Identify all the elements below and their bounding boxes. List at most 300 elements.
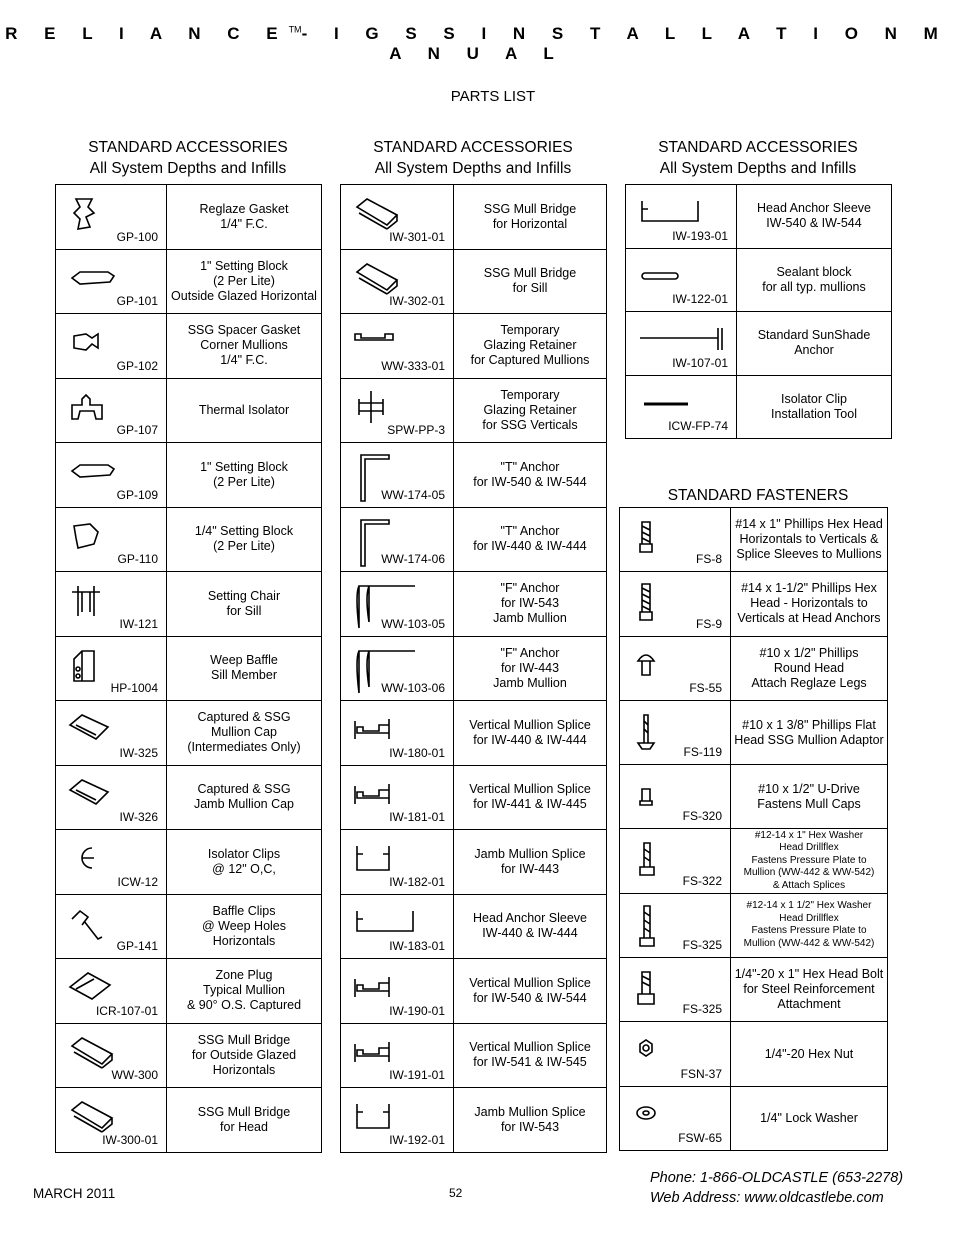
description-line: Attachment [777,997,841,1012]
part-number: WW-103-06 [381,681,445,695]
part-picture-cell [341,894,454,959]
description-line: (2 Per Lite) [213,539,275,554]
footer-web: Web Address: www.oldcastlebe.com [650,1190,884,1206]
part-picture-cell [56,894,167,959]
description-line: @ Weep Holes [201,918,287,933]
part-description [167,572,322,637]
part-number: FS-119 [683,745,722,760]
part-picture-cell [56,830,167,895]
description-line: 1/4" Lock Washer [760,1110,858,1125]
part-picture-cell [341,249,454,314]
part-picture-cell [341,765,454,830]
footer-date: MARCH 2011 [33,1186,116,1201]
table-row [341,507,607,572]
part-number: FS-8 [695,552,722,567]
part-number: FS-325 [682,938,722,953]
part-description [737,185,892,249]
description-line: for all typ. mullions [762,279,866,294]
page-number: 52 [449,1186,463,1200]
part-description [454,1023,607,1088]
description-line: IW-440 & IW-444 [482,926,578,941]
part-picture-cell [341,572,454,637]
description-line: Fastens Pressure Plate to [751,854,867,866]
description-line: (2 Per Lite) [213,474,275,489]
part-description [737,312,892,376]
table-row [620,958,888,1022]
part-number: HP-1004 [110,681,158,695]
part-description [454,185,607,250]
part-number: IW-121 [119,616,158,631]
table-row [620,1022,888,1086]
table-row [620,893,888,957]
part-number: IW-301-01 [389,229,445,244]
table-row [56,378,322,443]
part-description [167,830,322,895]
part-description [731,829,888,893]
title-rest: - I G S S I N S T A L L A T I O N M A N U A L [301,24,949,63]
title-brand: R E L I A N C E [5,24,289,43]
description-line: for Outside Glazed [191,1047,297,1062]
description-line: Isolator Clips [207,846,281,861]
description-line: Vertical Mullion Splice [469,717,591,732]
col3-heading-sub: All System Depths and Infills [659,160,857,177]
part-number: IW-190-01 [389,1003,445,1018]
part-number: IW-302-01 [389,294,445,308]
description-line: Glazing Retainer [483,402,577,417]
description-line: Head Anchor Sleeve [757,201,871,216]
description-line: #14 x 1-1/2" Phillips Hex [741,581,877,596]
table-row [620,829,888,893]
col1-heading-title: STANDARD ACCESSORIES [88,139,288,156]
part-description [167,1023,322,1088]
description-line: "F" Anchor [500,645,560,660]
description-line: Vertical Mullion Splice [469,975,591,990]
part-number: IW-193-01 [672,228,728,243]
part-number: FS-9 [695,616,722,631]
part-description [731,765,888,829]
description-line: Isolator Clip [781,391,847,406]
part-number: GP-110 [117,552,158,566]
table-row [341,185,607,250]
description-line: Standard SunShade [757,328,871,343]
part-number: IW-191-01 [389,1068,445,1082]
part-description [454,959,607,1024]
table-row [56,314,322,379]
footer-phone: Phone: 1-866-OLDCASTLE (653-2278) [650,1170,904,1186]
part-picture-cell [341,507,454,572]
table-row [620,700,888,764]
description-line: for IW-541 & IW-545 [473,1055,587,1070]
description-line: Jamb Mullion [493,611,567,626]
part-picture-cell [626,375,737,439]
part-description [167,1088,322,1153]
part-picture-cell [620,700,731,764]
part-number: IW-192-01 [389,1132,445,1147]
part-number: IW-300-01 [102,1132,158,1147]
table-row [56,1088,322,1153]
description-line: Temporary [500,387,560,402]
part-description [737,248,892,312]
col2-heading-sub: All System Depths and Infills [374,160,572,177]
col1-heading [55,137,321,179]
description-line: for IW-441 & IW-445 [473,797,587,812]
description-line: Reglaze Gasket [199,201,289,216]
part-description [731,572,888,636]
part-picture-cell [341,830,454,895]
description-line: Glazing Retainer [483,338,577,353]
description-line: Head - Horizontals to [750,596,868,611]
description-line: Weep Baffle [210,653,278,668]
part-description [167,701,322,766]
description-line: Captured & SSG [197,782,291,797]
part-description [454,572,607,637]
part-description [454,894,607,959]
table-row [620,765,888,829]
description-line: Jamb Mullion Splice [474,1104,586,1119]
part-number: IW-122-01 [672,292,728,306]
description-line: #10 x 1/2" Phillips [759,645,859,660]
part-picture-cell [56,1088,167,1153]
part-number: ICW-FP-74 [668,419,728,433]
part-number: IW-107-01 [672,355,728,370]
description-line: for Horizontal [492,216,568,231]
table-row [341,830,607,895]
part-description [167,314,322,379]
part-number: IW-180-01 [389,745,445,760]
part-picture-cell [56,1023,167,1088]
description-line: Round Head [773,660,845,675]
part-picture-cell [341,185,454,250]
description-line: Fastens Pressure Plate to [751,925,867,937]
description-line: Verticals at Head Anchors [737,611,881,626]
description-line: for IW-443 [500,660,560,675]
part-description [167,249,322,314]
description-line: IW-540 & IW-544 [766,216,862,231]
description-line: #10 x 1 3/8" Phillips Flat [742,717,876,732]
description-line: #12-14 x 1" Hex Washer [754,829,864,841]
part-description [454,765,607,830]
part-picture-cell [620,829,731,893]
description-line: "T" Anchor [500,524,560,539]
part-description [731,1022,888,1086]
part-number: GP-101 [116,294,158,308]
description-line: Sill Member [211,668,277,683]
part-number: GP-141 [116,939,158,953]
part-picture-cell [56,314,167,379]
col2-heading-title: STANDARD ACCESSORIES [373,139,573,156]
table-row [56,894,322,959]
part-description [167,378,322,443]
part-number: WW-333-01 [381,358,445,373]
trademark: TM [288,24,302,35]
description-line: Baffle Clips [212,903,276,918]
part-picture-cell [620,958,731,1022]
part-description [731,958,888,1022]
part-picture-cell [56,185,167,250]
description-line: Outside Glazed Horizontal [171,288,317,303]
part-picture-cell [620,508,731,572]
part-picture-cell [56,249,167,314]
description-line: Installation Tool [771,406,857,421]
part-description [167,185,322,250]
table-row [341,701,607,766]
part-description [454,830,607,895]
description-line: Mullion (WW-442 & WW-542) [743,867,875,879]
description-line: "F" Anchor [500,581,560,596]
part-picture-cell [341,1023,454,1088]
table-row [56,830,322,895]
table-row [56,443,322,508]
part-picture-cell [56,507,167,572]
part-description [731,700,888,764]
part-picture-cell [56,765,167,830]
description-line: for Sill [226,603,262,618]
description-line: for IW-543 [500,596,560,611]
part-picture-cell [56,701,167,766]
table-row [341,443,607,508]
table-row [56,636,322,701]
description-line: 1" Setting Block [200,258,288,273]
part-description [167,636,322,701]
description-line: for Captured Mullions [470,353,590,368]
description-line: Typical Mullion [203,983,285,998]
table-row [620,636,888,700]
part-picture-cell [620,636,731,700]
fasteners-heading: STANDARD FASTENERS [667,487,849,504]
table-row [620,1086,888,1150]
col3-heading [625,137,891,179]
table-row [341,636,607,701]
table-row [56,1023,322,1088]
description-line: Jamb Mullion Cap [193,797,295,812]
table-row [620,508,888,572]
description-line: SSG Spacer Gasket [187,323,301,338]
description-line: 1/4"-20 x 1" Hex Head Bolt [734,967,884,982]
description-line: SSG Mull Bridge [197,1104,291,1119]
table-row [341,249,607,314]
part-picture-cell [56,443,167,508]
description-line: Corner Mullions [200,338,288,353]
table-row [341,378,607,443]
description-line: Head SSG Mullion Adaptor [734,732,884,747]
table-row [626,185,892,249]
description-line: for SSG Verticals [482,417,578,432]
part-picture-cell [341,443,454,508]
part-picture-cell [626,312,737,376]
description-line: "T" Anchor [500,459,560,474]
table-row [341,894,607,959]
part-picture-cell [341,378,454,443]
table-row [341,959,607,1024]
description-line: & Attach Splices [772,879,846,891]
part-number: WW-174-05 [381,487,445,502]
footer-contact [650,1168,903,1208]
part-number: FS-325 [682,1002,722,1017]
part-number: ICW-12 [117,874,158,889]
part-number: WW-300 [111,1068,158,1082]
description-line: Jamb Mullion Splice [474,846,586,861]
table-row [341,314,607,379]
part-picture-cell [56,572,167,637]
part-number: GP-100 [116,229,158,244]
table-row [56,507,322,572]
part-picture-cell [56,959,167,1024]
description-line: #14 x 1" Phillips Hex Head [735,517,883,532]
fasteners-table [619,507,888,1151]
part-picture-cell [626,248,737,312]
description-line: Horizontals [212,933,276,948]
description-line: for IW-440 & IW-444 [473,732,587,747]
description-line: @ 12" O,C, [212,861,276,876]
description-line: #12-14 x 1 1/2" Hex Washer [746,900,872,912]
part-description [454,314,607,379]
description-line: Vertical Mullion Splice [469,1040,591,1055]
description-line: 1/4" F.C. [220,353,268,368]
description-line: Anchor [794,343,834,358]
accessories-table-1 [55,184,322,1153]
part-description [454,636,607,701]
part-description [167,959,322,1024]
part-description [731,1086,888,1150]
description-line: Head Drillflex [779,842,839,854]
parts-list-title: PARTS LIST [450,88,536,105]
part-number: FS-322 [682,873,722,888]
part-number: FSW-65 [678,1130,722,1145]
description-line: Vertical Mullion Splice [469,782,591,797]
part-picture-cell [620,1086,731,1150]
table-row [56,249,322,314]
description-line: Fastens Mull Caps [757,796,861,811]
part-description [731,508,888,572]
table-row [626,248,892,312]
description-line: 1/4" Setting Block [194,524,294,539]
description-line: Splice Sleeves to Mullions [736,547,882,562]
part-number: IW-326 [119,810,158,824]
manual-title [0,24,954,64]
part-picture-cell [626,185,737,249]
description-line: & 90° O.S. Captured [186,998,302,1013]
part-description [167,443,322,508]
part-picture-cell [620,1022,731,1086]
part-number: FS-320 [682,809,722,824]
description-line: for IW-440 & IW-444 [473,539,587,554]
part-number: IW-181-01 [389,810,445,824]
part-number: IW-182-01 [389,874,445,889]
part-number: GP-102 [116,358,158,373]
description-line: Horizontals to Verticals & [739,532,879,547]
col2-heading [340,137,606,179]
part-description [454,443,607,508]
part-description [731,893,888,957]
part-description [167,894,322,959]
description-line: Head Anchor Sleeve [473,911,587,926]
part-number: GP-109 [116,487,158,502]
description-line: 1/4" F.C. [220,216,268,231]
table-row [626,312,892,376]
description-line: for IW-543 [500,1119,560,1134]
table-row [56,765,322,830]
table-row [341,1088,607,1153]
part-number: ICR-107-01 [95,1003,158,1018]
description-line: (Intermediates Only) [187,740,301,755]
part-picture-cell [620,572,731,636]
part-description [737,375,892,439]
part-picture-cell [341,636,454,701]
description-line: 1" Setting Block [200,459,288,474]
part-description [731,636,888,700]
table-row [56,701,322,766]
part-number: FSN-37 [680,1066,722,1081]
part-description [454,378,607,443]
part-description [454,249,607,314]
part-number: IW-325 [119,745,158,760]
accessories-table-2 [340,184,607,1153]
table-row [620,572,888,636]
part-picture-cell [620,765,731,829]
part-picture-cell [620,893,731,957]
part-description [454,507,607,572]
part-picture-cell [341,701,454,766]
description-line: Setting Chair [207,588,281,603]
description-line: Mullion (WW-442 & WW-542) [743,937,875,949]
part-number: GP-107 [116,423,158,437]
table-row [626,375,892,439]
description-line: SSG Mull Bridge [483,266,577,281]
description-line: SSG Mull Bridge [197,1032,291,1047]
table-row [56,959,322,1024]
part-description [167,765,322,830]
description-line: for Steel Reinforcement [743,982,875,997]
description-line: for Head [220,1119,268,1134]
description-line: for IW-443 [500,861,560,876]
description-line: for IW-540 & IW-544 [473,474,587,489]
part-description [454,701,607,766]
part-picture-cell [56,378,167,443]
description-line: Jamb Mullion [493,675,567,690]
description-line: (2 Per Lite) [213,273,275,288]
part-picture-cell [56,636,167,701]
description-line: SSG Mull Bridge [483,201,577,216]
table-row [341,765,607,830]
part-description [454,1088,607,1153]
description-line: Thermal Isolator [198,402,290,417]
description-line: Horizontals [212,1062,276,1077]
description-line: Captured & SSG [197,710,291,725]
table-row [341,572,607,637]
description-line: Mullion Cap [210,725,277,740]
description-line: Temporary [500,323,560,338]
part-number: IW-183-01 [389,939,445,953]
part-picture-cell [341,314,454,379]
description-line: Attach Reglaze Legs [751,675,867,690]
part-number: WW-174-06 [381,552,445,566]
part-number: WW-103-05 [381,616,445,631]
part-description [167,507,322,572]
description-line: 1/4"-20 Hex Nut [764,1046,854,1061]
description-line: Sealant block [776,264,852,279]
part-picture-cell [341,1088,454,1153]
description-line: #10 x 1/2" U-Drive [758,781,860,796]
part-number: FS-55 [689,680,722,695]
accessories-table-3 [625,184,892,439]
part-picture-cell [341,959,454,1024]
description-line: for Sill [512,281,548,296]
table-row [56,572,322,637]
part-number: SPW-PP-3 [387,423,445,437]
description-line: for IW-540 & IW-544 [473,990,587,1005]
description-line: Zone Plug [215,968,273,983]
col1-heading-sub: All System Depths and Infills [89,160,287,177]
